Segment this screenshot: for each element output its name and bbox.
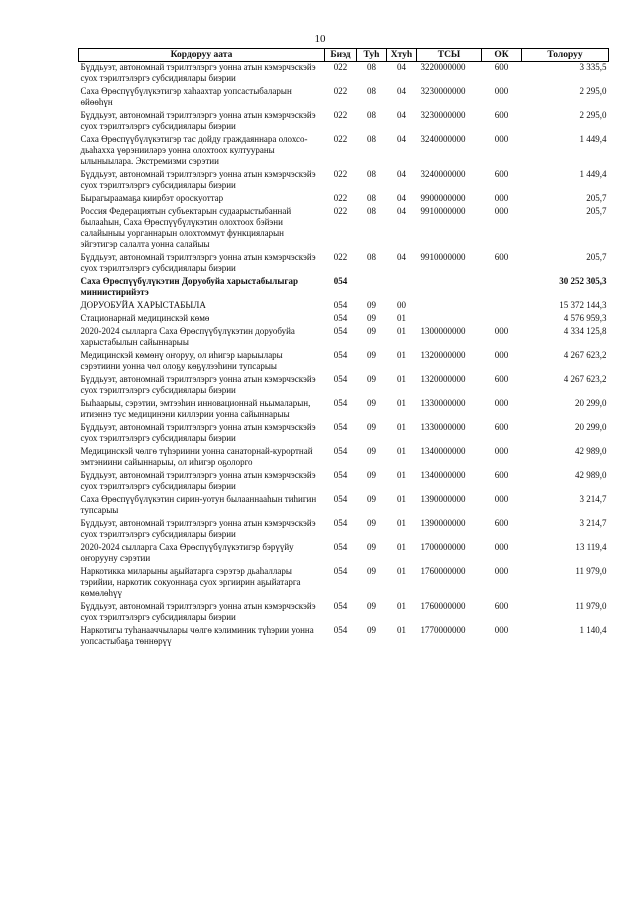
cell-tsy: 1770000000 [420, 625, 466, 635]
cell-name: ДОРУОБУЙА ХАРЫСТАБЫЛА [80, 300, 206, 310]
cell-tuh: 09 [367, 350, 376, 360]
cell-tsy: 3230000000 [420, 86, 466, 96]
cell-tsy: 1700000000 [420, 542, 466, 552]
cell-sum: 20 299,0 [575, 398, 607, 408]
cell-sum: 4 267 623,2 [563, 350, 607, 360]
cell-ok: 000 [494, 350, 509, 360]
cell-tuh: 08 [367, 86, 376, 96]
cell-xtuh: 01 [397, 422, 406, 432]
table-row [79, 350, 609, 374]
cell-tsy [417, 313, 482, 326]
cell-tsy: 1300000000 [420, 326, 466, 336]
table-row [79, 169, 609, 193]
cell-ok: 000 [494, 193, 509, 203]
cell-name: Бүддьуэт, автономнай тэрилтэлэргэ уонна атын кэмэрчэскэйэ суох тэрилтэлэргэ субсидиялары биэрии [80, 169, 316, 190]
cell-ok: 600 [494, 252, 509, 262]
cell-name: Медицинскэй көмөнү оҥоруу, ол иһигэр ыарыылары сэрэтиини уонна чөл олоҕу көҕүлээһини тупсарыы [80, 350, 283, 371]
table-row [79, 374, 609, 398]
header-sum: Толоруу [522, 49, 609, 62]
cell-tuh: 09 [367, 374, 376, 384]
cell-biez: 022 [333, 134, 348, 144]
cell-tuh [357, 276, 387, 300]
cell-ok: 600 [494, 518, 509, 528]
cell-xtuh: 04 [397, 62, 406, 72]
table-row [79, 398, 609, 422]
table-body [79, 62, 609, 650]
cell-name: Бүддьуэт, автономнай тэрилтэлэргэ уонна атын кэмэрчэскэйэ суох тэрилтэлэргэ субсидиялары биэрии [80, 601, 316, 622]
cell-tsy: 3240000000 [420, 134, 466, 144]
cell-tuh: 09 [367, 494, 376, 504]
cell-tsy: 1760000000 [420, 566, 466, 576]
cell-tsy: 3220000000 [420, 62, 466, 72]
cell-biez: 022 [333, 86, 348, 96]
cell-sum: 2 295,0 [579, 86, 607, 96]
cell-tuh: 09 [367, 422, 376, 432]
cell-tuh: 09 [367, 446, 376, 456]
cell-sum: 205,7 [586, 252, 607, 262]
table-row [79, 542, 609, 566]
cell-biez: 054 [333, 374, 348, 384]
cell-name: Стационарнай медицинскэй көмө [80, 313, 210, 323]
cell-name: 2020-2024 сылларга Саха Өрөспүүбүлүкэтин доруобуйа харыстабылын сайыннарыы [80, 326, 295, 347]
cell-tuh: 08 [367, 62, 376, 72]
table-row [79, 326, 609, 350]
cell-biez: 054 [333, 350, 348, 360]
cell-sum: 205,7 [586, 206, 607, 216]
cell-tuh: 08 [367, 110, 376, 120]
cell-name: Саха Өрөспүүбүлүкэтин Доруобуйа харыстабылыгар миниистирийэтэ [80, 276, 298, 297]
cell-tuh: 09 [367, 470, 376, 480]
cell-sum: 42 989,0 [575, 470, 607, 480]
cell-name: 2020-2024 сылларга Саха Өрөспүүбүлүкэтигэр бэрүүйу оҥорууну сэрэтии [80, 542, 294, 563]
cell-xtuh: 01 [397, 601, 406, 611]
cell-xtuh: 04 [397, 169, 406, 179]
cell-sum: 4 334 125,8 [563, 326, 607, 336]
cell-xtuh [387, 276, 417, 300]
cell-biez: 022 [333, 206, 348, 216]
cell-biez: 054 [333, 601, 348, 611]
cell-sum: 4 576 959,3 [563, 313, 607, 323]
cell-biez: 022 [333, 252, 348, 262]
table-row [79, 86, 609, 110]
cell-tsy: 1390000000 [420, 494, 466, 504]
cell-xtuh: 01 [397, 398, 406, 408]
cell-biez: 054 [333, 446, 348, 456]
cell-sum: 11 979,0 [575, 566, 607, 576]
cell-xtuh: 04 [397, 110, 406, 120]
cell-name: Бүддьуэт, автономнай тэрилтэлэргэ уонна атын кэмэрчэскэйэ суох тэрилтэлэргэ субсидиялары биэрии [80, 62, 316, 83]
cell-xtuh: 01 [397, 326, 406, 336]
cell-name: Саха Өрөспүүбүлүкэтин сирин-уотун былааннааһын тиһигин тупсарыы [80, 494, 317, 515]
cell-tsy [417, 300, 482, 313]
cell-biez: 022 [333, 169, 348, 179]
table-row [79, 518, 609, 542]
cell-ok: 600 [494, 422, 509, 432]
cell-name: Бырагыраамаҕа киирбэт ороскуоттар [80, 193, 224, 203]
cell-tuh: 09 [367, 566, 376, 576]
cell-sum: 2 295,0 [579, 110, 607, 120]
cell-tuh: 09 [367, 326, 376, 336]
cell-tuh: 09 [367, 542, 376, 552]
cell-name: Бүддьуэт, автономнай тэрилтэлэргэ уонна атын кэмэрчэскэйэ суох тэрилтэлэргэ субсидиялары биэрии [80, 470, 316, 491]
cell-tsy [417, 276, 482, 300]
table-row [79, 446, 609, 470]
cell-name: Быһаарыы, сэрэтии, эмтээһин инновационнай ньымаларын, итиэннэ тус медицинэни киллэрии уонна сайыннарыы [80, 398, 311, 419]
cell-ok: 000 [494, 566, 509, 576]
cell-ok: 000 [494, 542, 509, 552]
cell-tsy: 1390000000 [420, 518, 466, 528]
cell-sum: 1 449,4 [579, 134, 607, 144]
cell-tsy: 9910000000 [420, 206, 466, 216]
table-header-row [79, 49, 609, 62]
table-row [79, 625, 609, 649]
table-row [79, 206, 609, 252]
cell-name: Бүддьуэт, автономнай тэрилтэлэргэ уонна атын кэмэрчэскэйэ суох тэрилтэлэргэ субсидиялары биэрии [80, 110, 316, 131]
cell-ok: 600 [494, 169, 509, 179]
cell-tuh: 08 [367, 134, 376, 144]
table-row [79, 566, 609, 601]
cell-tuh: 09 [367, 398, 376, 408]
cell-biez: 054 [333, 326, 348, 336]
cell-tsy: 1340000000 [420, 446, 466, 456]
cell-biez: 054 [333, 542, 348, 552]
cell-biez: 054 [333, 625, 348, 635]
cell-biez: 054 [333, 422, 348, 432]
cell-tuh: 09 [367, 300, 376, 310]
cell-ok: 000 [494, 326, 509, 336]
cell-tsy: 1760000000 [420, 601, 466, 611]
cell-ok: 000 [494, 494, 509, 504]
cell-biez: 054 [333, 398, 348, 408]
cell-xtuh: 04 [397, 86, 406, 96]
table-row [79, 252, 609, 276]
table-row [79, 470, 609, 494]
header-biez: Биэд [325, 49, 357, 62]
cell-sum: 3 335,5 [579, 62, 607, 72]
cell-sum: 13 119,4 [575, 542, 607, 552]
cell-tsy: 1320000000 [420, 350, 466, 360]
cell-tsy: 1330000000 [420, 398, 466, 408]
cell-ok: 600 [494, 110, 509, 120]
cell-xtuh: 04 [397, 252, 406, 262]
table-row [79, 313, 609, 326]
cell-tuh: 08 [367, 252, 376, 262]
header-xtuh: Хтуһ [387, 49, 417, 62]
cell-name: Россия Федерациятын субъектарын судаарыстыбаннай былааһын, Саха Өрөспүүбүлүкэтин олохтоох бэйэни салайыныы уорганнарын олохтоммут функцияларын эйгэтигэр салалта уонна салайыы [80, 206, 292, 249]
cell-biez: 054 [333, 470, 348, 480]
cell-tuh: 09 [367, 518, 376, 528]
cell-tsy: 9910000000 [420, 252, 466, 262]
cell-tsy: 3240000000 [420, 169, 466, 179]
table-row [79, 601, 609, 625]
table-row [79, 193, 609, 206]
header-name: Кордоруу аата [79, 49, 325, 62]
table-row [79, 134, 609, 169]
cell-biez: 054 [333, 518, 348, 528]
cell-tuh: 09 [367, 313, 376, 323]
cell-xtuh: 01 [397, 625, 406, 635]
cell-biez: 022 [333, 110, 348, 120]
cell-xtuh: 01 [397, 518, 406, 528]
cell-sum: 15 372 144,3 [559, 300, 607, 310]
cell-sum: 3 214,7 [579, 518, 607, 528]
cell-tuh: 09 [367, 625, 376, 635]
cell-biez: 022 [333, 62, 348, 72]
cell-tuh: 08 [367, 193, 376, 203]
cell-xtuh: 01 [397, 350, 406, 360]
page-number: 10 [314, 33, 326, 45]
cell-sum: 20 299,0 [575, 422, 607, 432]
header-tuh: Туһ [357, 49, 387, 62]
cell-ok: 000 [494, 446, 509, 456]
cell-tsy: 9900000000 [420, 193, 466, 203]
cell-tsy: 3230000000 [420, 110, 466, 120]
cell-name: Бүддьуэт, автономнай тэрилтэлэргэ уонна атын кэмэрчэскэйэ суох тэрилтэлэргэ субсидиялары биэрии [80, 374, 316, 395]
cell-name: Наркотикка миларыны аҕыйатарга сэрэтэр дьаһаллары тэрийии, наркотик сокуоннаҕа суох эргиирин аҕыйатарга көмөлөһүү [80, 566, 301, 598]
cell-tsy: 1340000000 [420, 470, 466, 480]
cell-ok [482, 276, 522, 300]
table-row [79, 422, 609, 446]
cell-name: Саха Өрөспүүбүлүкэтигэр хаһаахтар уопсастыбаларын өйөөһүн [80, 86, 292, 107]
budget-table [78, 48, 609, 649]
cell-biez: 054 [333, 494, 348, 504]
cell-ok: 600 [494, 374, 509, 384]
cell-xtuh: 01 [397, 494, 406, 504]
cell-xtuh: 01 [397, 446, 406, 456]
cell-tuh: 08 [367, 169, 376, 179]
cell-xtuh: 01 [397, 374, 406, 384]
table-row [79, 276, 609, 300]
cell-name: Наркотигы туһанааччылары чөлгө кэлиминик түһэрии уонна уопсастыбаҕа төннөрүү [80, 625, 314, 646]
cell-sum: 1 449,4 [579, 169, 607, 179]
cell-sum: 4 267 623,2 [563, 374, 607, 384]
cell-biez: 054 [333, 313, 348, 323]
cell-ok: 000 [494, 86, 509, 96]
cell-tuh: 08 [367, 206, 376, 216]
cell-ok [482, 313, 522, 326]
cell-biez: 054 [333, 300, 348, 310]
cell-biez: 022 [333, 193, 348, 203]
cell-tsy: 1320000000 [420, 374, 466, 384]
cell-ok: 000 [494, 134, 509, 144]
cell-name: Саха Өрөспүүбүлүкэтигэр тас дойду граждаяннара олохсо-дьаһаххa үөрэнииләрэ уонна олохтоох култуураны ылыныылара. Экстремизми сэрэтии [80, 134, 308, 166]
cell-biez: 054 [333, 566, 348, 576]
header-tsy: ТСЫ [417, 49, 482, 62]
cell-xtuh: 04 [397, 206, 406, 216]
table-row [79, 494, 609, 518]
header-ok: ОК [482, 49, 522, 62]
cell-sum: 30 252 305,3 [559, 276, 607, 286]
cell-xtuh: 00 [397, 300, 406, 310]
cell-ok: 600 [494, 62, 509, 72]
cell-ok: 000 [494, 398, 509, 408]
cell-name: Бүддьуэт, автономнай тэрилтэлэргэ уонна атын кэмэрчэскэйэ суох тэрилтэлэргэ субсидиялары биэрии [80, 252, 316, 273]
cell-name: Бүддьуэт, автономнай тэрилтэлэргэ уонна атын кэмэрчэскэйэ суох тэрилтэлэргэ субсидиялары биэрии [80, 422, 316, 443]
cell-xtuh: 04 [397, 193, 406, 203]
cell-sum: 1 140,4 [579, 625, 607, 635]
table-row [79, 62, 609, 87]
cell-ok: 000 [494, 206, 509, 216]
table-row [79, 300, 609, 313]
table-row [79, 110, 609, 134]
cell-sum: 3 214,7 [579, 494, 607, 504]
cell-sum: 11 979,0 [575, 601, 607, 611]
cell-name: Бүддьуэт, автономнай тэрилтэлэргэ уонна атын кэмэрчэскэйэ суох тэрилтэлэргэ субсидиялары биэрии [80, 518, 316, 539]
cell-tuh: 09 [367, 601, 376, 611]
cell-xtuh: 01 [397, 313, 406, 323]
cell-ok: 600 [494, 601, 509, 611]
cell-xtuh: 01 [397, 470, 406, 480]
cell-name: Медицинскэй чөлгө түһэриини уонна санаторнай-курортнай эмтэниини сайыннарыы, ол иһигэр оҕолорго [80, 446, 313, 467]
cell-ok [482, 300, 522, 313]
cell-xtuh: 01 [397, 542, 406, 552]
cell-xtuh: 04 [397, 134, 406, 144]
cell-sum: 205,7 [586, 193, 607, 203]
cell-ok: 000 [494, 625, 509, 635]
cell-tsy: 1330000000 [420, 422, 466, 432]
cell-biez: 054 [333, 276, 348, 286]
cell-ok: 600 [494, 470, 509, 480]
cell-xtuh: 01 [397, 566, 406, 576]
cell-sum: 42 989,0 [575, 446, 607, 456]
